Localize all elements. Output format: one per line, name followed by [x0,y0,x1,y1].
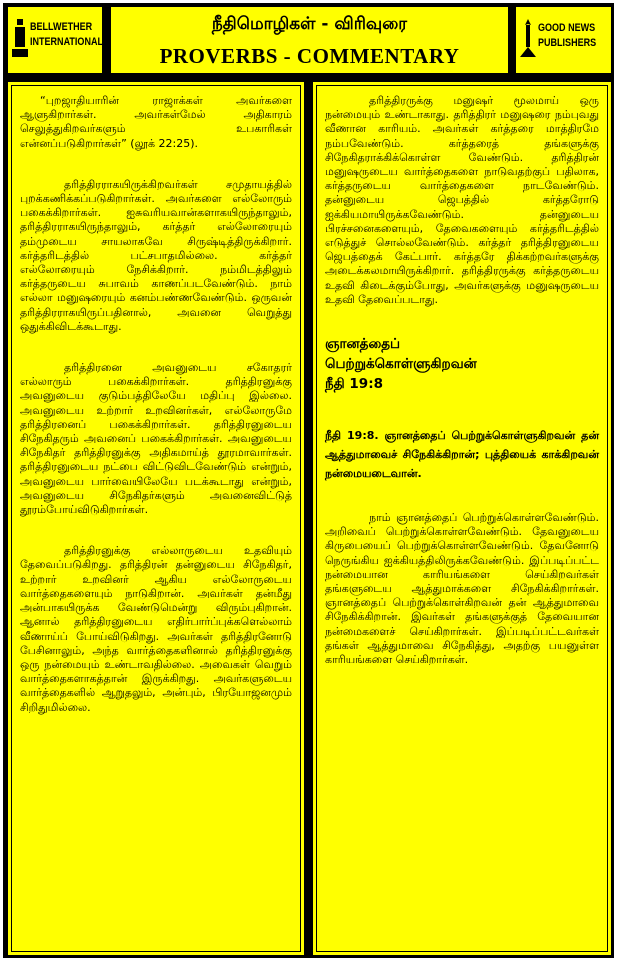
bellwether-mark-icon [12,19,28,59]
left-paragraph-3: தரித்திரனை அவனுடைய சகோதரர் எல்லாரும் பகைக்கிறார்கள். தரித்திரனுக்கு அவனுடைய குடும்பத்திலேயே மதிப்பு இல்லை. அவனுடைய உற்றார் உறவினர்கள், எல்லோருமே தரித்திரனைப் பகைக்கிறார்கள். தரித்திரனுடைய சிநேகிதரும் அவனைப் பகைக்கிறார்கள். அவனுடைய சிநேகிதர் தரித்திரனுக்கு அதிகமாய்த் தூரமாவார்கள். தரித்திரனுடைய நட்பை விட்டுவிடவேண்டும் என்றும், அவனுடைய பார்வையிலேயே படக்கூடாது என்றும், அவனுடைய சிநேகிதர்களும் அவனைவிட்டுத் தூரம்போய்விடுகிறார்கள். [20,361,292,517]
bellwether-logo [6,5,104,75]
left-column [6,80,306,957]
heading-line-2: பெற்றுக்கொள்ளுகிறவன் [325,356,477,373]
good-news-logo [514,5,613,75]
left-paragraph-1: “புறஜாதியாரின் ராஜாக்கள் அவர்களை ஆளுகிறார்கள். அவர்கள்மேல் அதிகாரம் செலுத்துகிறவர்களும் உபகாரிகள் என்னப்படுகிறார்கள்” (லூக் 22:25). [20,94,292,150]
heading-line-1: ஞானத்தைப் [325,336,401,353]
heading-line-3: நீதி 19:8 [325,376,383,393]
title-box [109,5,510,75]
section-heading [325,334,599,394]
right-closing-paragraph: நாம் ஞானத்தைப் பெற்றுக்கொள்ளவேண்டும். அறிவைப் பெற்றுக்கொள்ளவேண்டும். தேவனுடைய கிருபையைப் பெற்றுக்கொள்ளவேண்டும். தேவனோடு நெருங்கிய ஐக்கியத்திலிருக்கவேண்டும். இப்படிப்பட்ட நன்மையான காரியங்களை செய்கிறவர்கள் தங்களுடைய ஆத்துமாக்களை சிநேகிக்கிறார்கள். ஞானத்தைப் பெற்றுக்கொள்கிறவன் தன் ஆத்துமாவை சிநேகிக்கிறான். இவர்கள் தங்களுக்குத் தேவையான நன்மைகளைச் செய்கிறார்கள். இப்படிப்பட்டவர்கள் தங்கள் ஆத்துமாவை சிநேகித்து, அதற்கு பயனுள்ள காரியங்களை செய்கிறார்கள். [325,511,599,667]
left-paragraph-2: தரித்திரராகயிருக்கிறவர்கள் சமுதாயத்தில் புறக்கணிக்கப்படுகிறார்கள். அவர்களை எல்லோரும் பகைக்கிறார்கள். ஐசுவரியவான்களாகயிருந்தாலும், தரித்திரராகயிருந்தாலும், கர்த்தர் எல்லோரையும் தம்முடைய சாயலாகவே சிருஷ்டித்திருக்கிறார். கர்த்தரிடத்தில் பட்சபாதமில்லை. கர்த்தர் எல்லோரையும் நேசிக்கிறார். நம்மிடத்திலும் கர்த்தருடைய சுபாவம் காணப்படவேண்டும். நாம் எல்லா மனுஷரையும் கனம்பண்ணவேண்டும். ஒருவன் தரித்திரராகயிருப்பதினால், அவனை வெறுத்து ஒதுக்கிவிடக்கூடாது. [20,177,292,333]
good-news-mark-icon [520,19,536,59]
logo-right-line2: PUBLISHERS [538,37,597,49]
logo-left-text [30,20,103,50]
logo-left-line2: INTERNATIONAL [30,36,103,48]
title-tamil: நீதிமொழிகள் - விரிவுரை [211,14,408,34]
verse-text: நீதி 19:8. ஞானத்தைப் பெற்றுக்கொள்ளுகிறவன் தன் ஆத்துமாவைச் சிநேகிக்கிறான்; புத்தியைக் காக்கிறவன் நன்மையடைவான். [325,429,599,481]
title-english: PROVERBS - COMMENTARY [159,44,460,68]
logo-right-text [538,21,596,51]
left-paragraph-4: தரித்திரனுக்கு எல்லாருடைய உதவியும் தேவைப்படுகிறது. தரித்திரன் தன்னுடைய சிநேகிதர், உற்றார் உறவினர் ஆகிய எல்லோருடைய வார்த்தைகளையும் நாடுகிறான். அவர்கள் தன்மீது அன்பாகயிருக்க வேண்டுமென்று விரும்புகிறான். ஆனால் தரித்திரனுடைய எதிர்பார்ப்புக்களெல்லாம் வீணாய்ப் போய்விடுகிறது. அவர்கள் தரித்திரனோடு பேசினாலும், அந்த வார்த்தைகளினால் தரித்திரனுக்கு ஒரு நன்மையும் உண்டாவதில்லை. அவைகள் வெறும் வார்த்தைகளாகத்தான் இருக்கிறது. அவர்களுடைய வார்த்தைகளில் ஆறுதலும், அன்பும், பிரயோஜனமும் சிறிதுமில்லை. [20,544,292,714]
right-column [311,80,613,957]
logo-left-line1: BELLWETHER [30,21,93,33]
logo-right-line1: GOOD NEWS [538,22,596,34]
right-intro-paragraph: தரித்திரருக்கு மனுஷர் மூலமாய் ஒரு நன்மையும் உண்டாகாது. தரித்திரர் மனுஷரை நம்புவது வீணான காரியம். அவர்கள் கர்த்தரை மாத்திரமே நம்பவேண்டும். கர்த்தரைத் தங்களுக்கு சிநேகிதராக்கிக்கொள்ள வேண்டும். தரித்திரன் மனுஷருடைய வார்த்தைகளை நாடுவதற்குப் பதிலாக, கர்த்தருடைய வார்த்தைகளை நாடவேண்டும். தன்னுடைய ஜெபத்தில் கர்த்தரோடு ஐக்கியமாயிருக்கவேண்டும். தன்னுடைய பிரச்சனைகளையும், தேவைகளையும் கர்த்தரிடத்தில் எடுத்துச் சொல்லவேண்டும். கர்த்தர் தரித்திரனுடைய ஜெபத்தைக் கேட்பார். கர்த்தரே திக்கற்றவர்களுக்கு அடைக்கலமாயிருக்கிறார். தரித்திரருக்கு கர்த்தருடைய உதவி கிடைக்கும்போது, அவர்களுக்கு மனுஷருடைய உதவி தேவைப்படாது. [325,94,599,306]
